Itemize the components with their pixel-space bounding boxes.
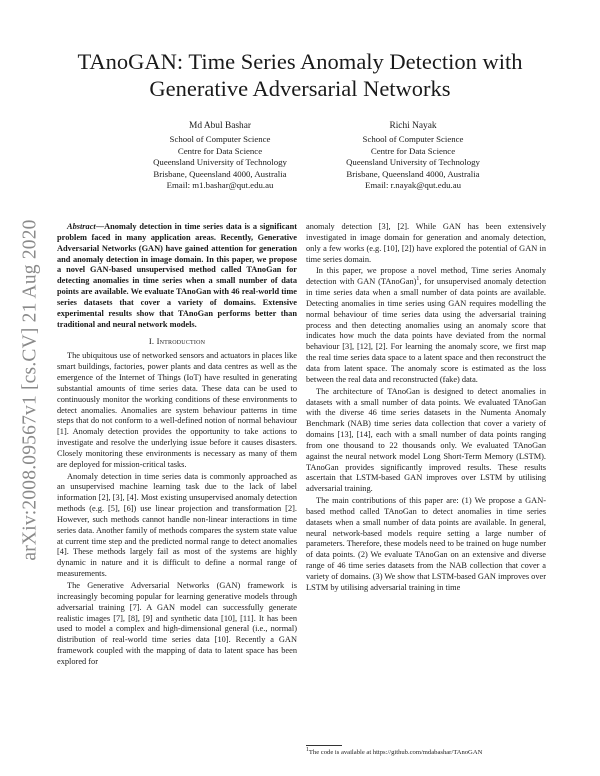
abstract-label: Abstract — [67, 222, 96, 231]
author-email: Email: m1.bashar@qut.edu.au — [166, 180, 274, 191]
paragraph: In this paper, we propose a novel method, Time series Anomaly detection with GAN (TAnoGan)$^1$, for unsupervised anomaly detection in time series data when a small number of data points are available. Detecting anomalies in time series using GAN requires modelling the normal behaviour of time series data using the adversarial training process and then detecting anomalies using an anomaly score that indicates how much the data points have deviated from the normal behaviour [3], [12], [2]. For learning the anomaly score, we first map the real time series data space to a latent space and then reconstruct the data from latent space. The anomaly score is estimated as the loss between the real data and reconstructed (fake) data. — [306, 266, 546, 384]
abstract — [57, 222, 297, 330]
footnote-text: The code is available at https://github.com/mdabashar/TAnoGAN — [308, 749, 483, 756]
paragraph: The ubiquitous use of networked sensors and actuators in places like smart buildings, factories, power plants and data centres as well as the emergence of the Internet of Things (IoT) have resulted in generating substantial amounts of time series data. These data can be used to continuously monitor the working conditions of these environments to detect anomalies. Anomalies are system behaviour patterns in time steps that do not conform to a well-defined notion of normal behaviour [1]. Anomaly detection provides the opportunity to take actions to investigate and resolve the underlying issue before it causes disasters. Closely monitoring these environments is necessary as many of them are deployed for mission-critical tasks. — [57, 351, 297, 469]
right-column — [306, 222, 546, 594]
paragraph: The architecture of TAnoGan is designed to detect anomalies in datasets with a small number of data points. We evaluated TAnoGan with the diverse 46 time series datasets in the Numenta Anomaly Benchmark (NAB) time series data collection that cover a variety of domains [13], [14], each with a small number of data points ranging from one thousand to 22 thousands only. We evaluated TAnoGan against the neural network model Long Short-Term Memory (LSTM). TAnoGan provides significantly improved results. These results ascertain that LSTM-based GAN improves over LSTM by utilising adversarial training. — [306, 386, 546, 494]
author-centre: Centre for Data Science — [370, 145, 456, 156]
footnote — [306, 746, 546, 757]
author-name: Richi Nayak — [389, 121, 437, 131]
left-column — [57, 222, 297, 668]
paragraph: The Generative Adversarial Networks (GAN) framework is increasingly becoming popular for learning generative models through adversarial training [7]. A GAN model can successfully generate realistic images [7], [8], [9] and synthetic data [10], [11]. It has been used to model a complex and high-dimensional general (i.e., normal) distribution of real-world time series data [10]. Recently a GAN framework coupled with the mapping of data to latent space has been explored for — [57, 581, 297, 666]
paper-title: TAnoGAN: Time Series Anomaly Detection with Generative Adversarial Networks — [77, 49, 523, 101]
author-school: School of Computer Science — [169, 134, 271, 145]
author-school: School of Computer Science — [362, 134, 464, 145]
section-heading: I. Introduction — [148, 336, 206, 347]
footnote-divider — [306, 745, 342, 746]
footnote-mark: 1 — [306, 746, 309, 753]
author-university: Queensland University of Technology — [153, 157, 287, 168]
author-university: Queensland University of Technology — [346, 157, 480, 168]
author-name: Md Abul Bashar — [189, 121, 251, 131]
abstract-text: —Anomaly detection in time series data is a significant problem faced in many application areas. Recently, Generative Adversarial Networks (GAN) have gained attention for generation and anomaly detection in image domain. In this paper, we propose a novel GAN-based unsupervised method called TAnoGan for detecting anomalies in time series when a small number of data points are available. We evaluate TAnoGan with 46 real-world time series datasets that cover a variety of domains. Extensive experimental results show that TAnoGan performs better than traditional and neural network models. — [57, 222, 297, 329]
paragraph: The main contributions of this paper are: (1) We propose a GAN-based method called TAnoGan to detect anomalies in time series datasets when a small number of data points are available. In general, neural network-based models require setting a large number of parameters. Therefore, these models need to be trained on huge number of data points. (2) We evaluate TAnoGan on an extensive and diverse range of 46 time series datasets from the NAB collection that cover a variety of domains. (3) We show that LSTM-based GAN improves over LSTM by utilising adversarial training in time — [306, 496, 546, 592]
paragraph: Anomaly detection in time series data is commonly approached as an unsupervised machine learning task due to the lack of label information [2], [3], [4]. Most existing unsupervised anomaly detection methods (e.g. [5], [6]) use linear projection and transformation [2]. However, such methods cannot handle non-linear interactions in time series data. Another family of methods compares the system state value at current time step and the predicted normal range to detect anomalies [4]. These methods largely fail as most of the systems are highly dynamic in nature and it is difficult to define a normal range of measurements. — [57, 471, 297, 579]
paragraph: anomaly detection [3], [2]. While GAN has been extensively investigated in image domain for generation and anomaly detection, only a few works (e.g. [10], [2]) have explored the potential of GAN in time series domain. — [306, 222, 546, 264]
arxiv-identifier: arXiv:2008.09567v1 [cs.CV] 21 Aug 2020 — [20, 219, 41, 561]
author-block-2 — [298, 121, 528, 191]
author-email: Email: r.nayak@qut.edu.au — [364, 180, 462, 191]
author-address: Brisbane, Queensland 4000, Australia — [153, 168, 287, 179]
author-address: Brisbane, Queensland 4000, Australia — [346, 168, 480, 179]
author-centre: Centre for Data Science — [177, 145, 263, 156]
footnote-marker[interactable]: 1 — [416, 276, 420, 283]
